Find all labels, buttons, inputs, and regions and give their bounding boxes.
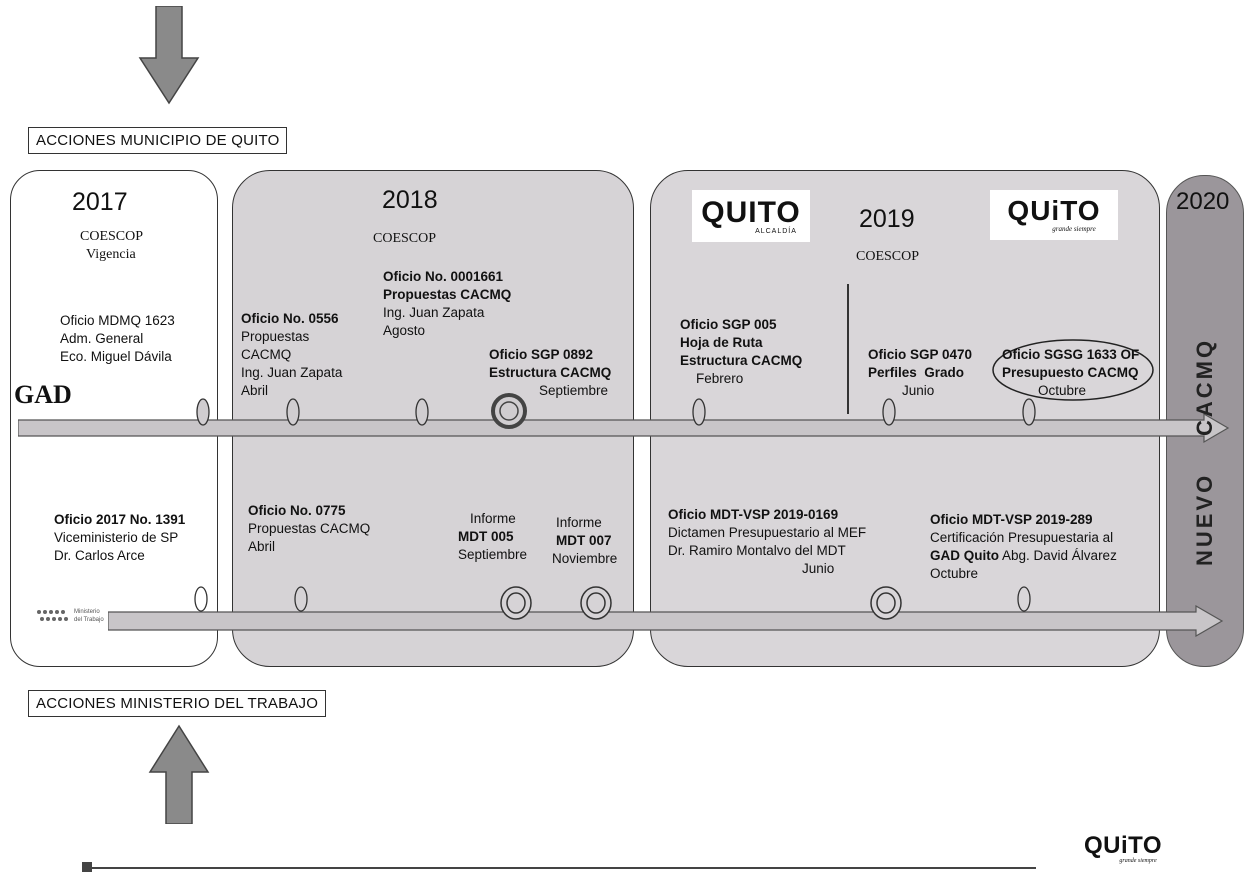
gad-marker-7 (1020, 396, 1038, 428)
cacmq-vertical-label: CACMQ (1192, 337, 1217, 436)
year-2017: 2017 (72, 188, 128, 216)
gad-event-4-l2: Estructura CACMQ (489, 365, 612, 380)
mdt-event-3-l3: Septiembre (458, 547, 528, 562)
mdt-event-3-l2: MDT 005 (458, 529, 514, 544)
gad-label: GAD (14, 380, 72, 409)
mdt-event-6-l3b: Abg. David Álvarez (1002, 548, 1117, 563)
gad-event-4-l1: Oficio SGP 0892 (489, 347, 594, 362)
gad-event-7-l1: Oficio SGSG 1633 OF (1002, 347, 1140, 362)
gad-event-2-l5: Abril (241, 383, 269, 398)
mdt-event-5-l1: Oficio MDT-VSP 2019-0169 (668, 507, 839, 522)
mdt-event-4-l3: Noviembre (552, 551, 618, 566)
gad-event-3-l4: Agosto (383, 323, 426, 338)
quito-bottom-logo (1080, 826, 1166, 872)
gad-event-6 (868, 346, 972, 400)
quito-bottom-word: QUiTO (1083, 832, 1163, 859)
gad-event-6-l1: Oficio SGP 0470 (868, 347, 973, 362)
mdt-event-5 (668, 506, 866, 578)
year-2020: 2020 (1176, 188, 1230, 215)
gad-marker-1 (194, 396, 212, 428)
year-2019-coescop: COESCOP (856, 249, 920, 264)
mdt-event-3 (458, 510, 527, 564)
mdt-marker-2 (292, 584, 310, 614)
gad-marker-6 (880, 396, 898, 428)
gad-event-5-l4: Febrero (696, 371, 744, 386)
mdt-event-2-l2: Propuestas CACMQ (248, 521, 371, 536)
gad-event-1-l2: Adm. General (60, 331, 144, 346)
gad-event-7-l2: Presupuesto CACMQ (1002, 365, 1139, 380)
acciones-ministerio-box: ACCIONES MINISTERIO DEL TRABAJO (28, 690, 326, 717)
mdt-event-2-l3: Abril (248, 539, 276, 554)
ministerio-trabajo-logo (36, 603, 116, 629)
gad-event-3-l2: Propuestas CACMQ (383, 287, 512, 302)
footer-line (92, 867, 1036, 869)
gad-event-5-l2: Hoja de Ruta (680, 335, 763, 350)
footer-square (82, 862, 92, 872)
gad-event-5 (680, 316, 802, 388)
quito-script-logo (990, 190, 1118, 240)
year-2017-coescop: COESCOP (80, 229, 144, 244)
mdt-event-5-l4: Junio (802, 561, 835, 576)
year-2019: 2019 (859, 205, 915, 233)
gad-event-6-l2: Perfiles Grado (868, 365, 965, 380)
mdt-event-1 (54, 511, 185, 565)
gad-event-1-l1: Oficio MDMQ 1623 (60, 313, 175, 328)
acciones-municipio-box: ACCIONES MUNICIPIO DE QUITO (28, 127, 287, 154)
nuevo-vertical-label: NUEVO (1192, 472, 1217, 566)
mdt-marker-1 (192, 584, 210, 614)
gad-marker-4 (490, 392, 528, 430)
gad-event-3 (383, 268, 511, 340)
mdt-event-2 (248, 502, 370, 556)
year-2018: 2018 (382, 186, 438, 214)
gad-marker-2 (284, 396, 302, 428)
mdt-event-5-l3: Dr. Ramiro Montalvo del MDT (668, 543, 846, 558)
gad-event-2 (241, 310, 342, 400)
quito-script-sub: grande siempre (1052, 225, 1096, 233)
mdt-event-3-l1: Informe (470, 511, 516, 526)
mdt-event-1-l2: Viceministerio de SP (54, 530, 179, 545)
mdt-event-6-l3: GAD Quito (930, 548, 999, 563)
mdt-marker-6 (1015, 584, 1033, 614)
gad-event-6-l3: Junio (902, 383, 935, 398)
year-2017-vigencia: Vigencia (86, 247, 136, 262)
gad-marker-5 (690, 396, 708, 428)
gad-event-2-l4: Ing. Juan Zapata (241, 365, 343, 380)
mdt-event-4-l2: MDT 007 (556, 533, 612, 548)
mdt-event-2-l1: Oficio No. 0775 (248, 503, 346, 518)
gad-event-2-l2: Propuestas (241, 329, 310, 344)
mdt-event-1-l3: Dr. Carlos Arce (54, 548, 145, 563)
mdt-event-6-l4: Octubre (930, 566, 979, 581)
quito-bottom-sub: grande siempre (1119, 858, 1157, 864)
up-arrow-icon (148, 724, 210, 824)
gad-marker-3 (413, 396, 431, 428)
ministerio-logo-line2: del Trabajo (74, 617, 104, 623)
down-arrow-icon (138, 6, 200, 106)
gad-event-7 (1002, 346, 1139, 400)
gad-event-5-l3: Estructura CACMQ (680, 353, 803, 368)
mdt-timeline-arrow (108, 605, 1224, 637)
gad-event-4-l3: Septiembre (539, 383, 609, 398)
quito-alcaldia-logo (692, 190, 810, 242)
mdt-marker-3 (498, 584, 534, 622)
gad-event-1 (60, 312, 175, 366)
gad-event-7-l3: Octubre (1038, 383, 1087, 398)
mdt-event-6-l2: Certificación Presupuestaria al (930, 530, 1114, 545)
mdt-event-4 (552, 514, 617, 568)
mdt-event-6 (930, 511, 1117, 583)
gad-event-5-l1: Oficio SGP 005 (680, 317, 777, 332)
mdt-event-5-l2: Dictamen Presupuestario al MEF (668, 525, 867, 540)
mdt-marker-5 (868, 584, 904, 622)
gad-event-3-l3: Ing. Juan Zapata (383, 305, 485, 320)
mdt-event-6-l1: Oficio MDT-VSP 2019-289 (930, 512, 1093, 527)
gad-event-2-l3: CACMQ (241, 347, 292, 362)
quito-alcaldia-word: QUITO (701, 195, 801, 229)
ministerio-dots-icon (36, 609, 70, 623)
divider-2019 (847, 284, 849, 414)
quito-script-word: QUiTO (1007, 195, 1101, 226)
ministerio-logo-line1: Ministerio (74, 609, 100, 615)
mdt-event-1-l1: Oficio 2017 No. 1391 (54, 512, 186, 527)
gad-event-1-l3: Eco. Miguel Dávila (60, 349, 172, 364)
mdt-marker-4 (578, 584, 614, 622)
year-2018-coescop: COESCOP (373, 231, 437, 246)
gad-event-2-l1: Oficio No. 0556 (241, 311, 339, 326)
quito-alcaldia-sub: ALCALDÍA (755, 227, 797, 235)
gad-event-3-l1: Oficio No. 0001661 (383, 269, 504, 284)
mdt-event-4-l1: Informe (556, 515, 602, 530)
